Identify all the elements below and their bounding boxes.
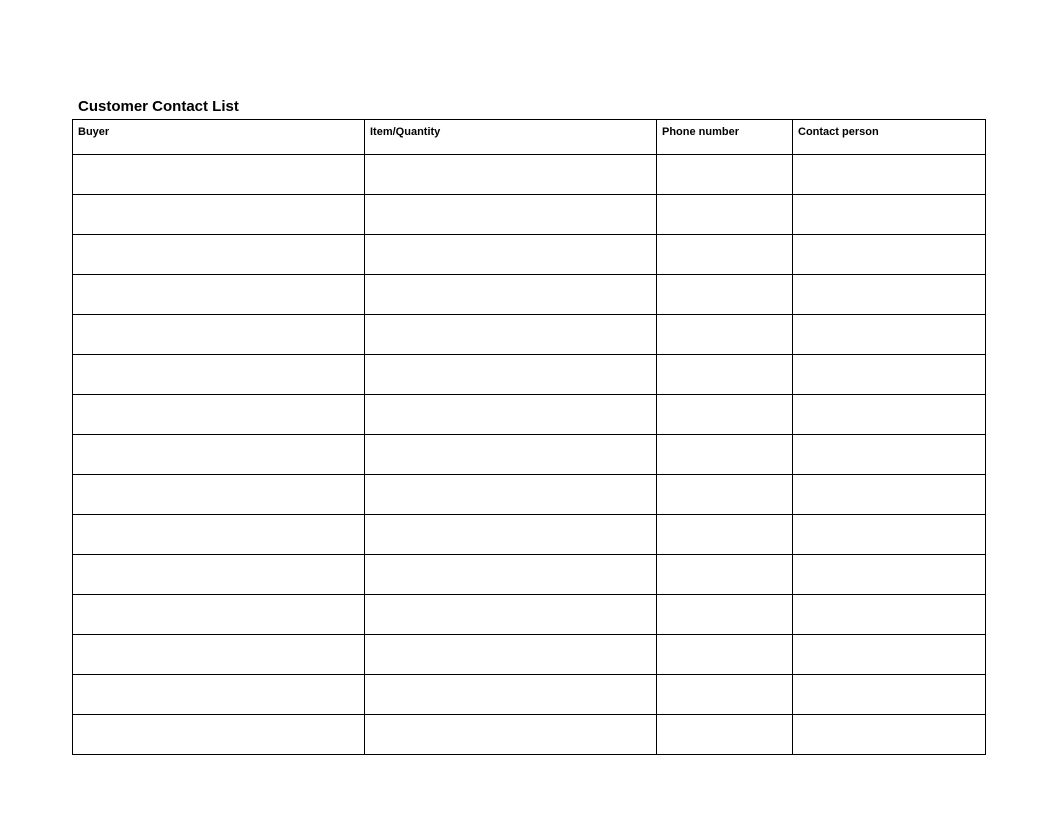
table-row xyxy=(73,555,986,595)
contact-person-cell[interactable] xyxy=(793,595,986,635)
phone-number-cell[interactable] xyxy=(657,195,793,235)
buyer-cell[interactable] xyxy=(73,315,365,355)
item-quantity-cell[interactable] xyxy=(365,395,657,435)
contact-person-cell[interactable] xyxy=(793,155,986,195)
buyer-cell[interactable] xyxy=(73,595,365,635)
table-row xyxy=(73,275,986,315)
table-row xyxy=(73,395,986,435)
item-quantity-cell[interactable] xyxy=(365,555,657,595)
contact-table xyxy=(72,119,986,755)
phone-number-cell[interactable] xyxy=(657,435,793,475)
contact-person-cell[interactable] xyxy=(793,515,986,555)
item-quantity-cell[interactable] xyxy=(365,715,657,755)
item-quantity-cell[interactable] xyxy=(365,635,657,675)
table-row xyxy=(73,595,986,635)
column-header-buyer: Buyer xyxy=(73,120,365,155)
item-quantity-cell[interactable] xyxy=(365,675,657,715)
contact-person-cell[interactable] xyxy=(793,315,986,355)
buyer-cell[interactable] xyxy=(73,635,365,675)
item-quantity-cell[interactable] xyxy=(365,155,657,195)
item-quantity-cell[interactable] xyxy=(365,235,657,275)
table-row xyxy=(73,435,986,475)
item-quantity-cell[interactable] xyxy=(365,355,657,395)
phone-number-cell[interactable] xyxy=(657,555,793,595)
contact-person-cell[interactable] xyxy=(793,635,986,675)
buyer-cell[interactable] xyxy=(73,475,365,515)
phone-number-cell[interactable] xyxy=(657,315,793,355)
item-quantity-cell[interactable] xyxy=(365,515,657,555)
buyer-cell[interactable] xyxy=(73,715,365,755)
item-quantity-cell[interactable] xyxy=(365,315,657,355)
header-row xyxy=(73,120,986,155)
contact-person-cell[interactable] xyxy=(793,235,986,275)
contact-person-cell[interactable] xyxy=(793,195,986,235)
table-body xyxy=(73,155,986,755)
buyer-cell[interactable] xyxy=(73,555,365,595)
item-quantity-cell[interactable] xyxy=(365,595,657,635)
phone-number-cell[interactable] xyxy=(657,715,793,755)
page-title: Customer Contact List xyxy=(78,98,239,115)
buyer-cell[interactable] xyxy=(73,355,365,395)
contact-person-cell[interactable] xyxy=(793,275,986,315)
column-header-phone-number: Phone number xyxy=(657,120,793,155)
buyer-cell[interactable] xyxy=(73,435,365,475)
phone-number-cell[interactable] xyxy=(657,395,793,435)
table-row xyxy=(73,475,986,515)
item-quantity-cell[interactable] xyxy=(365,275,657,315)
table-row xyxy=(73,675,986,715)
phone-number-cell[interactable] xyxy=(657,595,793,635)
phone-number-cell[interactable] xyxy=(657,155,793,195)
table-row xyxy=(73,315,986,355)
item-quantity-cell[interactable] xyxy=(365,475,657,515)
phone-number-cell[interactable] xyxy=(657,235,793,275)
contact-person-cell[interactable] xyxy=(793,475,986,515)
column-header-contact-person: Contact person xyxy=(793,120,986,155)
table-row xyxy=(73,715,986,755)
buyer-cell[interactable] xyxy=(73,275,365,315)
phone-number-cell[interactable] xyxy=(657,635,793,675)
item-quantity-cell[interactable] xyxy=(365,195,657,235)
buyer-cell[interactable] xyxy=(73,155,365,195)
contact-person-cell[interactable] xyxy=(793,355,986,395)
contact-person-cell[interactable] xyxy=(793,395,986,435)
phone-number-cell[interactable] xyxy=(657,475,793,515)
table-row xyxy=(73,355,986,395)
column-header-item-quantity: Item/Quantity xyxy=(365,120,657,155)
contact-person-cell[interactable] xyxy=(793,675,986,715)
table-row xyxy=(73,515,986,555)
table-row xyxy=(73,635,986,675)
buyer-cell[interactable] xyxy=(73,235,365,275)
buyer-cell[interactable] xyxy=(73,515,365,555)
phone-number-cell[interactable] xyxy=(657,275,793,315)
contact-person-cell[interactable] xyxy=(793,715,986,755)
contact-person-cell[interactable] xyxy=(793,435,986,475)
buyer-cell[interactable] xyxy=(73,675,365,715)
phone-number-cell[interactable] xyxy=(657,515,793,555)
table-row xyxy=(73,155,986,195)
buyer-cell[interactable] xyxy=(73,395,365,435)
item-quantity-cell[interactable] xyxy=(365,435,657,475)
buyer-cell[interactable] xyxy=(73,195,365,235)
table-row xyxy=(73,195,986,235)
phone-number-cell[interactable] xyxy=(657,675,793,715)
phone-number-cell[interactable] xyxy=(657,355,793,395)
table-row xyxy=(73,235,986,275)
contact-person-cell[interactable] xyxy=(793,555,986,595)
